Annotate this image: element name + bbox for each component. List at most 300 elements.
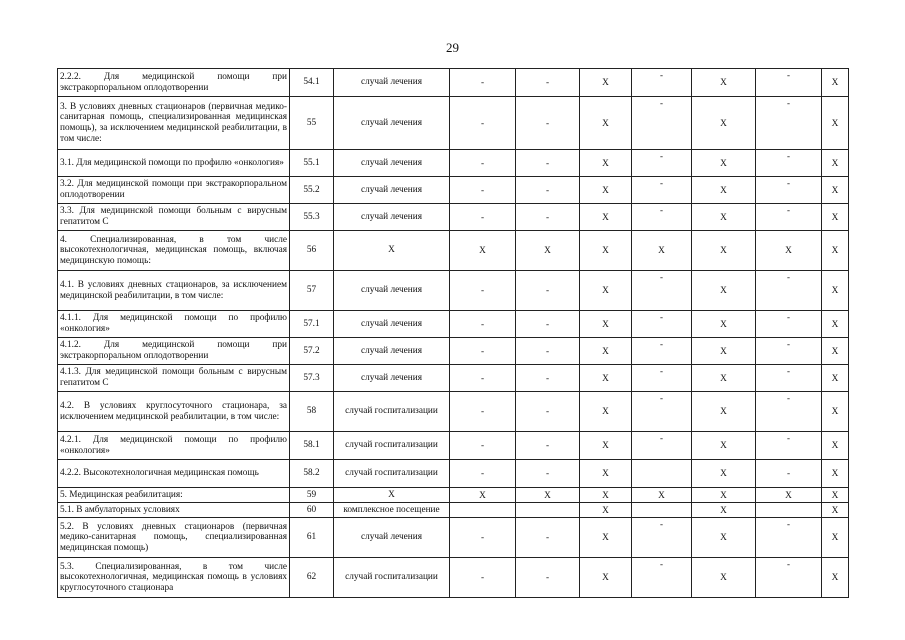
value-cell [822,231,849,271]
value-cell [632,311,692,338]
row-name: 3.2. Для медицинской помощи при экстракорпоральном оплодотворении [58,177,290,204]
value-cell [822,503,849,518]
row-code: 55.2 [290,177,334,204]
row-code: 57.3 [290,365,334,392]
value-cell-mark: X [602,373,609,384]
value-cell [756,231,822,271]
value-cell-mark: X [602,319,609,330]
value-cell-mark: X [720,212,727,223]
row-unit: случай лечения [334,338,450,365]
value-cell [516,392,580,432]
value-cell [756,271,822,311]
value-cell [756,69,822,97]
value-cell [822,392,849,432]
row-code: 58 [290,392,334,432]
value-cell-top-mark: - [787,366,790,376]
value-cell [692,392,756,432]
value-cell [756,460,822,488]
row-name: 4. Специализированная, в том числе высокотехнологичная, медицинская помощь, включая медицинскую помощь: [58,231,290,271]
row-code: 61 [290,518,334,558]
value-cell-mark: X [602,533,609,544]
value-cell [756,311,822,338]
value-cell [822,97,849,150]
value-cell [580,365,632,392]
table-row [58,150,849,177]
row-name: 4.2. В условиях круглосуточного стационара, за исключением медицинской реабилитации, в том числе: [58,392,290,432]
value-cell-mark: X [720,78,727,89]
value-cell [822,460,849,488]
value-cell [692,365,756,392]
value-cell [516,503,580,518]
value-cell-top-mark: - [660,393,663,403]
value-cell [632,231,692,271]
value-cell [822,271,849,311]
value-cell-top-mark: - [660,205,663,215]
value-cell-mark: - [545,78,550,89]
value-cell-mark: - [545,286,550,297]
value-cell-top-mark: - [787,393,790,403]
value-cell [632,558,692,598]
value-cell-mark: - [545,469,550,480]
value-cell [450,432,516,460]
value-cell-mark: X [602,573,609,584]
value-cell-mark: - [545,573,550,584]
row-code: 55 [290,97,334,150]
table-row [58,271,849,311]
value-cell-mark: X [602,158,609,169]
value-cell [822,365,849,392]
row-name: 5.2. В условиях дневных стационаров (первичная медико-санитарная помощь, специализированная медицинская помощь) [58,518,290,558]
value-cell-mark: X [479,246,486,257]
value-cell [580,177,632,204]
value-cell-mark: X [602,246,609,257]
value-cell-top-mark: - [660,98,663,108]
row-name: 5. Медицинская реабилитация: [58,488,290,503]
value-cell-mark: X [831,212,839,223]
value-cell-mark: - [545,373,550,384]
row-code: 62 [290,558,334,598]
value-cell [632,503,692,518]
value-cell-top-mark: - [787,151,790,161]
row-name: 4.2.2. Высокотехнологичная медицинская помощь [58,460,290,488]
value-cell-top-mark: - [787,312,790,322]
row-name: 4.1.1. Для медицинской помощи по профилю «онкология» [58,311,290,338]
value-cell-top-mark: - [787,339,790,349]
value-cell-mark: X [720,373,727,384]
volume-norms-table [57,68,849,598]
value-cell-mark: X [831,118,839,129]
value-cell [450,488,516,503]
row-unit: X [334,231,450,271]
table-row [58,97,849,150]
row-unit: случай лечения [334,365,450,392]
value-cell [822,69,849,97]
value-cell [580,69,632,97]
value-cell [632,365,692,392]
value-cell-mark: - [480,373,485,384]
value-cell-mark: X [831,469,839,480]
value-cell [692,558,756,598]
row-code: 55.1 [290,150,334,177]
value-cell-mark: X [831,286,839,297]
value-cell [516,338,580,365]
value-cell-mark: - [545,533,550,544]
row-unit: случай госпитализации [334,432,450,460]
value-cell [632,392,692,432]
value-cell [632,518,692,558]
value-cell-top-mark: - [660,70,663,80]
value-cell [632,150,692,177]
value-cell [692,231,756,271]
value-cell-mark: X [602,185,609,196]
value-cell [692,503,756,518]
value-cell [450,177,516,204]
value-cell-top-mark: - [787,205,790,215]
value-cell [580,311,632,338]
value-cell [756,204,822,231]
value-cell-top-mark: - [660,559,663,569]
value-cell [692,488,756,503]
row-unit: случай госпитализации [334,460,450,488]
value-cell [450,271,516,311]
row-name: 4.2.1. Для медицинской помощи по профилю «онкология» [58,432,290,460]
value-cell-mark: - [480,212,485,223]
value-cell-top-mark: - [660,151,663,161]
value-cell-mark: X [602,441,609,452]
value-cell-top-mark: - [787,70,790,80]
value-cell-mark: - [480,78,485,89]
value-cell-mark: X [602,346,609,357]
row-code: 54.1 [290,69,334,97]
value-cell [692,177,756,204]
table-row [58,365,849,392]
value-cell [450,69,516,97]
value-cell-top-mark: - [787,433,790,443]
value-cell [756,365,822,392]
value-cell [756,177,822,204]
value-cell-mark: X [602,118,609,129]
value-cell [756,97,822,150]
row-code: 60 [290,503,334,518]
value-cell [450,150,516,177]
page-number: 29 [446,40,459,55]
value-cell [516,558,580,598]
value-cell-mark: - [786,469,791,480]
value-cell-mark: X [720,441,727,452]
value-cell [516,518,580,558]
value-cell [580,503,632,518]
value-cell [692,150,756,177]
table-body [58,69,849,598]
value-cell-mark: X [785,490,792,501]
value-cell [692,69,756,97]
value-cell [692,338,756,365]
value-cell [516,97,580,150]
value-cell [580,97,632,150]
value-cell [450,311,516,338]
value-cell [516,432,580,460]
value-cell-mark: - [480,407,485,418]
row-name: 4.1.2. Для медицинской помощи при экстракорпоральном оплодотворении [58,338,290,365]
table-row [58,460,849,488]
row-unit: случай лечения [334,150,450,177]
value-cell-mark: X [602,490,609,501]
value-cell-mark: - [545,158,550,169]
value-cell-mark: X [785,246,792,257]
table-row [58,231,849,271]
value-cell [632,338,692,365]
value-cell-mark: X [831,319,839,330]
value-cell [450,503,516,518]
value-cell [516,177,580,204]
value-cell [692,518,756,558]
value-cell [580,558,632,598]
value-cell-mark: X [658,246,665,257]
table-row [58,503,849,518]
value-cell [516,231,580,271]
value-cell [450,204,516,231]
value-cell-mark: X [720,118,727,129]
row-code: 56 [290,231,334,271]
value-cell-mark: - [545,441,550,452]
value-cell-mark: - [545,346,550,357]
value-cell-mark: - [545,407,550,418]
value-cell [580,204,632,231]
value-cell-mark: - [480,185,485,196]
value-cell-mark: - [545,319,550,330]
value-cell-mark: - [545,185,550,196]
value-cell [580,432,632,460]
value-cell-mark: - [480,469,485,480]
value-cell [822,204,849,231]
value-cell [580,271,632,311]
value-cell [516,365,580,392]
value-cell-mark: - [480,118,485,129]
value-cell [692,311,756,338]
value-cell [632,69,692,97]
value-cell [756,392,822,432]
value-cell-mark: X [720,158,727,169]
value-cell-top-mark: - [660,519,663,529]
value-cell-top-mark: - [660,312,663,322]
row-unit: случай лечения [334,518,450,558]
value-cell [822,518,849,558]
value-cell-top-mark: - [660,178,663,188]
value-cell-mark: X [720,533,727,544]
value-cell [450,392,516,432]
value-cell-top-mark: - [787,178,790,188]
table-row [58,177,849,204]
value-cell-mark: - [480,533,485,544]
value-cell-mark: X [831,373,839,384]
value-cell-top-mark: - [787,559,790,569]
value-cell-top-mark: - [660,366,663,376]
value-cell [822,338,849,365]
row-unit: случай лечения [334,177,450,204]
value-cell [632,460,692,488]
value-cell-mark: - [480,286,485,297]
value-cell-mark: X [602,78,609,89]
row-unit: случай лечения [334,69,450,97]
row-unit: комплексное посещение [334,503,450,518]
value-cell-mark: - [545,118,550,129]
row-unit: случай лечения [334,311,450,338]
row-unit: случай госпитализации [334,392,450,432]
row-name: 5.1. В амбулаторных условиях [58,503,290,518]
row-name: 4.1. В условиях дневных стационаров, за исключением медицинской реабилитации, в том числе: [58,271,290,311]
value-cell [822,177,849,204]
value-cell-mark: X [831,158,839,169]
value-cell-mark: X [720,505,727,516]
value-cell [822,558,849,598]
value-cell [516,150,580,177]
row-unit: X [334,488,450,503]
value-cell-top-mark: - [787,519,790,529]
value-cell-mark: X [602,286,609,297]
value-cell-mark: X [544,490,551,501]
value-cell-mark: X [658,490,665,501]
value-cell [756,488,822,503]
table-row [58,392,849,432]
value-cell [450,460,516,488]
value-cell [632,97,692,150]
value-cell-mark: X [720,469,727,480]
value-cell-top-mark: - [787,98,790,108]
value-cell-mark: X [602,505,609,516]
value-cell [580,231,632,271]
value-cell-mark: X [831,533,839,544]
table-row [58,204,849,231]
value-cell-mark: X [720,286,727,297]
row-name: 3.1. Для медицинской помощи по профилю «онкология» [58,150,290,177]
value-cell [632,432,692,460]
value-cell-mark: X [602,407,609,418]
value-cell [632,204,692,231]
table-row [58,488,849,503]
value-cell [450,338,516,365]
row-name: 3.3. Для медицинской помощи больным с вирусным гепатитом С [58,204,290,231]
value-cell [822,488,849,503]
value-cell-mark: - [480,346,485,357]
value-cell [516,204,580,231]
row-code: 58.2 [290,460,334,488]
value-cell [580,518,632,558]
row-code: 57 [290,271,334,311]
value-cell-mark: X [602,469,609,480]
value-cell [450,231,516,271]
table-row [58,518,849,558]
row-unit: случай лечения [334,204,450,231]
value-cell [756,503,822,518]
value-cell-mark: X [831,505,839,516]
value-cell-mark: X [831,407,839,418]
value-cell-mark: X [720,407,727,418]
value-cell-mark: X [720,319,727,330]
value-cell-mark: X [831,490,839,501]
value-cell-mark: - [480,158,485,169]
value-cell-mark: X [544,246,551,257]
value-cell [692,271,756,311]
value-cell [450,558,516,598]
table-row [58,311,849,338]
value-cell [580,338,632,365]
value-cell-mark: X [831,346,839,357]
value-cell [450,518,516,558]
value-cell [692,204,756,231]
value-cell [632,271,692,311]
value-cell [822,311,849,338]
row-unit: случай лечения [334,271,450,311]
row-code: 57.1 [290,311,334,338]
value-cell [756,338,822,365]
value-cell-mark: - [480,319,485,330]
value-cell-mark: X [720,246,727,257]
value-cell [516,271,580,311]
row-name: 4.1.3. Для медицинской помощи больным с вирусным гепатитом С [58,365,290,392]
value-cell [632,488,692,503]
table-row [58,558,849,598]
value-cell-top-mark: - [660,433,663,443]
value-cell [822,432,849,460]
value-cell [516,488,580,503]
value-cell-mark: X [831,246,839,257]
value-cell [692,97,756,150]
value-cell-mark: X [831,441,839,452]
table-row [58,69,849,97]
table-row [58,432,849,460]
value-cell-mark: X [831,573,839,584]
value-cell-top-mark: - [660,339,663,349]
value-cell-mark: X [831,185,839,196]
value-cell [516,311,580,338]
value-cell [692,432,756,460]
value-cell [756,558,822,598]
value-cell [756,432,822,460]
value-cell [580,392,632,432]
value-cell [450,365,516,392]
value-cell-mark: - [545,212,550,223]
table-row [58,338,849,365]
value-cell [516,460,580,488]
value-cell [580,488,632,503]
value-cell [756,518,822,558]
row-code: 57.2 [290,338,334,365]
value-cell-mark: X [831,78,839,89]
value-cell-mark: X [720,573,727,584]
row-code: 55.3 [290,204,334,231]
value-cell-top-mark: - [660,272,663,282]
value-cell [822,150,849,177]
value-cell [756,150,822,177]
value-cell [450,97,516,150]
row-name: 2.2.2. Для медицинской помощи при экстракорпоральном оплодотворении [58,69,290,97]
row-name: 3. В условиях дневных стационаров (первичная медико-санитарная помощь, специализированная медицинская помощь), за исключением медицинской реабилитации, в том числе: [58,97,290,150]
row-unit: случай лечения [334,97,450,150]
value-cell-mark: X [720,490,727,501]
value-cell-mark: X [720,185,727,196]
row-code: 58.1 [290,432,334,460]
value-cell [632,177,692,204]
value-cell [580,150,632,177]
value-cell-mark: X [720,346,727,357]
value-cell-mark: - [480,573,485,584]
row-unit: случай госпитализации [334,558,450,598]
value-cell-top-mark: - [787,272,790,282]
value-cell [516,69,580,97]
value-cell [580,460,632,488]
value-cell [692,460,756,488]
value-cell-mark: X [479,490,486,501]
